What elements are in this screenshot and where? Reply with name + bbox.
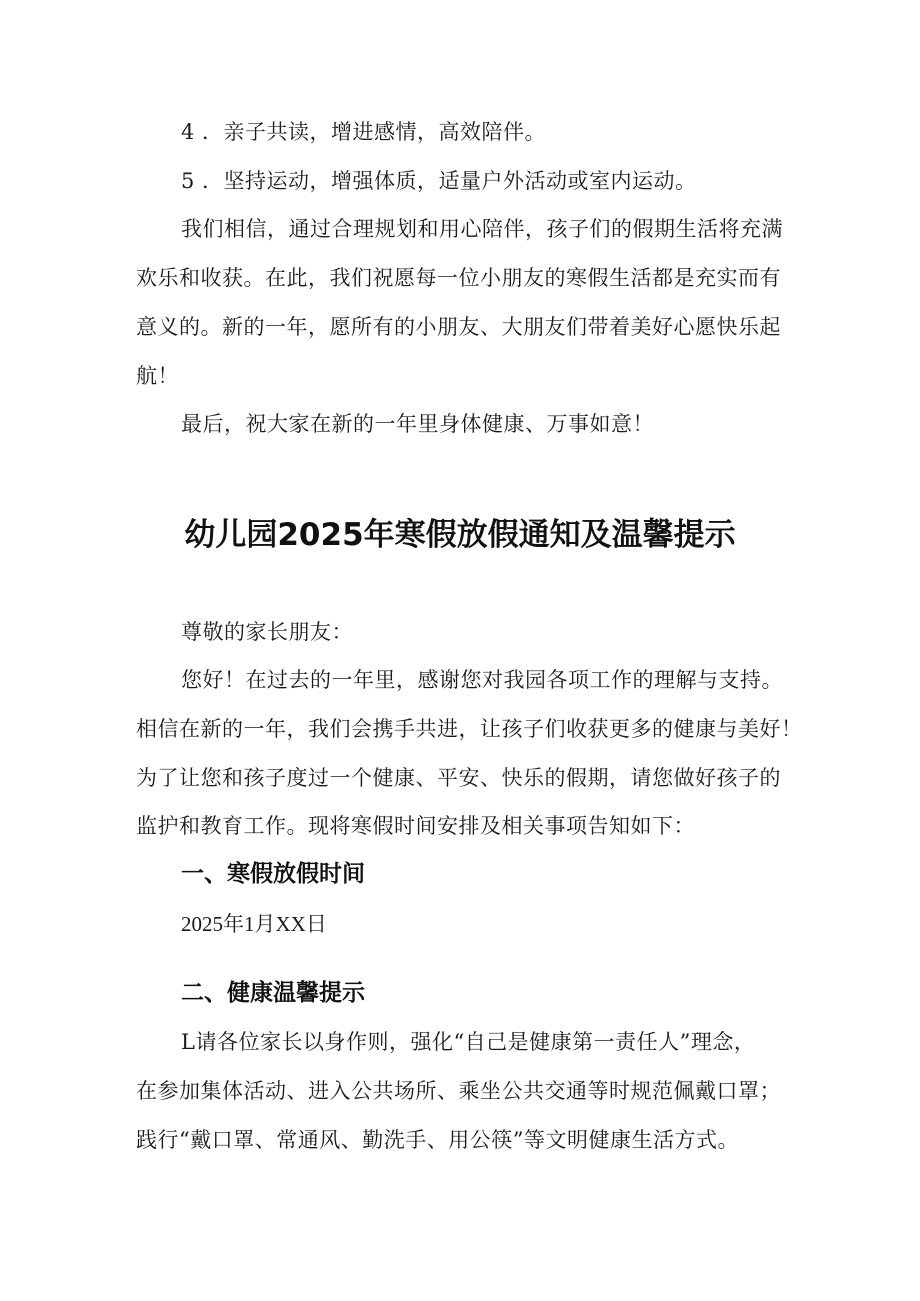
closing-paragraph-line: 我们相信，通过合理规划和用心陪伴，孩子们的假期生活将充满: [181, 217, 783, 241]
intro-paragraph-line: 监护和教育工作。现将寒假时间安排及相关事项告知如下：: [136, 814, 695, 838]
page-title: 幼儿园2025年寒假放假通知及温馨提示: [184, 517, 736, 553]
salutation: 尊敬的家长朋友：: [181, 620, 353, 644]
health-tips-line: L请各位家长以身作则，强化“自己是健康第一责任人”理念，: [181, 1030, 756, 1054]
closing-paragraph-line: 意义的。新的一年，愿所有的小朋友、大朋友们带着美好心愿快乐起: [136, 315, 781, 339]
list-item-4: 4 ．亲子共读，增进感情，高效陪伴。: [181, 120, 547, 144]
intro-paragraph-line: 相信在新的一年，我们会携手共进，让孩子们收获更多的健康与美好！: [136, 717, 803, 741]
list-item-5: 5 ．坚持运动，增强体质，适量户外活动或室内运动。: [181, 169, 697, 193]
section1-heading: 一、寒假放假时间: [181, 861, 365, 887]
holiday-date: 2025年1月XX日: [181, 912, 327, 936]
health-tips-line: 践行“戴口罩、常通风、勤洗手、用公筷”等文明健康生活方式。: [136, 1128, 739, 1152]
closing-paragraph-line: 航！: [136, 364, 179, 388]
closing-paragraph-line: 欢乐和收获。在此，我们祝愿每一位小朋友的寒假生活都是充实而有: [136, 266, 781, 290]
intro-paragraph-line: 为了让您和孩子度过一个健康、平安、快乐的假期，请您做好孩子的: [136, 766, 781, 790]
health-tips-line: 在参加集体活动、进入公共场所、乘坐公共交通等时规范佩戴口罩；: [136, 1079, 781, 1103]
section2-heading: 二、健康温馨提示: [181, 980, 365, 1006]
intro-paragraph-line: 您好！在过去的一年里，感谢您对我园各项工作的理解与支持。: [181, 668, 783, 692]
final-wish: 最后，祝大家在新的一年里身体健康、万事如意！: [181, 412, 654, 436]
